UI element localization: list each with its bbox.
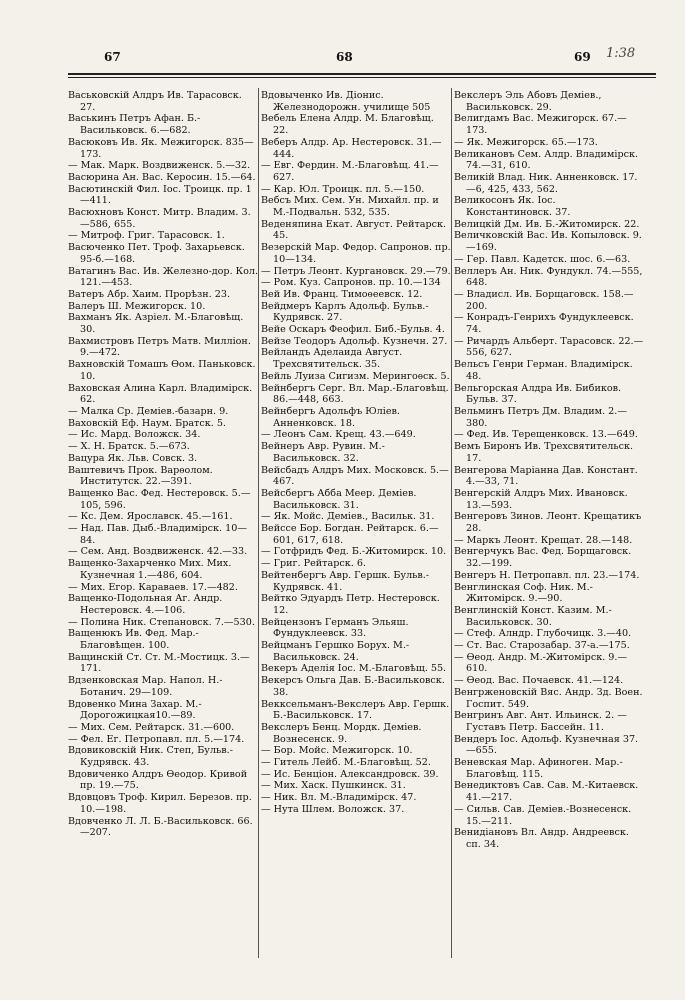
directory-entry: Вдовченко Л. Л. Б.-Васильковск. 66.—207. bbox=[68, 815, 253, 839]
directory-entry: Ваховская Алина Карл. Владимірск. 62. bbox=[68, 382, 253, 406]
directory-entry: Векксельманъ-Векслеръ Авр. Гершк. Б.-Васильковск. 17. bbox=[261, 698, 450, 722]
directory-entry: Венгеръ Н. Петропавл. пл. 23.—174. bbox=[454, 569, 640, 581]
directory-entry: — Бор. Мойс. Межигорск. 10. bbox=[261, 745, 413, 757]
page-number-right: 69 bbox=[574, 50, 591, 64]
directory-entry: — Стеф. Алндр. Глубочицк. 3.—40. bbox=[454, 628, 632, 640]
directory-entry: Венидіановъ Вл. Андр. Андреевск. сп. 34. bbox=[454, 827, 629, 850]
directory-entry: Ващенюкъ Ив. Фед. Мар.-Благовѣщен. 100. bbox=[68, 628, 199, 652]
directory-entry: — Митроф. Григ. Тарасовск. 1. bbox=[68, 230, 225, 242]
directory-entry: Веллеръ Ан. Ник. Фундукл. 74.—555, 648. bbox=[454, 265, 643, 289]
directory-entry: Вендеръ Іос. Адольф. Кузнечная 37.—655. bbox=[454, 733, 639, 757]
directory-entry: Ващенко-Захарченко Мих. Мих. Кузнечная 1.—486, 604. bbox=[68, 558, 232, 581]
directory-column-2 bbox=[261, 90, 451, 816]
directory-entry: — Маркъ Леонт. Крещат. 28.—148. bbox=[454, 534, 633, 546]
directory-entry: — Як. Межигорск. 65.—173. bbox=[454, 136, 598, 148]
directory-entry: — Як. Мойс. Деміев., Васильк. 31. bbox=[261, 511, 435, 523]
directory-entry: — Мих. Сем. Рейтарск. 31.—600. bbox=[68, 721, 235, 733]
directory-entry: Ваховскій Еф. Наум. Братск. 5. bbox=[68, 417, 226, 429]
directory-entry: — Нута Шлем. Воложск. 37. bbox=[261, 803, 405, 815]
directory-entry: Вейландъ Аделаида Август. Трехсвятительск. 35. bbox=[261, 347, 403, 371]
page-number-center: 68 bbox=[336, 50, 353, 64]
directory-entry: Вейнеръ Авр. Рувин. М.-Васильковск. 32. bbox=[261, 441, 385, 464]
directory-entry: — Ис. Мард. Воложск. 34. bbox=[68, 429, 201, 441]
directory-entry: Вдовыченко Ив. Діонис. Железнодорожн. училище 505 bbox=[261, 90, 431, 113]
directory-entry: Вахмистровъ Петръ Матв. Милліон. 9.—472. bbox=[68, 335, 251, 359]
directory-entry: — Мих. Егор. Караваев. 17.—482. bbox=[68, 581, 238, 593]
directory-entry: Велицкій Дм. Ив. Б.-Житомирск. 22. bbox=[454, 218, 640, 230]
directory-entry: Васюченко Пет. Троф. Захарьевск. 95-б.—168. bbox=[68, 242, 245, 265]
header-rule-thin bbox=[68, 77, 656, 78]
directory-entry: Великановъ Сем. Алдр. Владимірск. 74.—31, 610. bbox=[454, 148, 639, 172]
directory-entry: — Сем. Анд. Воздвиженск. 42.—33. bbox=[68, 546, 248, 558]
directory-entry: — Ричардъ Альберт. Тарасовск. 22.—556, 627. bbox=[454, 335, 644, 359]
page-header bbox=[0, 46, 685, 70]
directory-entry: Васюхновъ Конст. Митр. Владим. 3.—586, 655. bbox=[68, 207, 251, 230]
directory-entry: Вейль Луиза Сигизм. Мерингоѳск. 5. bbox=[261, 370, 450, 382]
directory-entry: Вейсбергъ Абба Меер. Деміев. Васильковск. 31. bbox=[261, 487, 417, 511]
directory-entry: — Ѳеод. Андр. М.-Житомірск. 9.—610. bbox=[454, 651, 628, 675]
directory-entry: Ващенко Вас. Фед. Нестеровск. 5.—105, 596. bbox=[68, 487, 251, 511]
directory-entry: — Петръ Леонт. Кургановск. 29.—79. bbox=[261, 265, 451, 277]
directory-entry: Вдовенко Мина Захар. М.-Дорогожицкая10.—89. bbox=[68, 698, 202, 722]
directory-entry: Валеръ Ш. Межигорск. 10. bbox=[68, 300, 206, 312]
directory-entry: — Кар. Юл. Троицк. пл. 5.—150. bbox=[261, 183, 425, 195]
directory-entry: — Сильв. Сав. Деміев.-Вознесенск. 15.—211. bbox=[454, 803, 632, 827]
directory-entry: — Готфридъ Фед. Б.-Житомирск. 10. bbox=[261, 546, 447, 558]
directory-entry: — Мих. Хаск. Пушкинск. 31. bbox=[261, 780, 406, 792]
header-rule bbox=[68, 73, 656, 75]
directory-entry: Вахманъ Як. Азріел. М.-Благовѣщ. 30. bbox=[68, 312, 244, 336]
directory-entry: Венгрженовскій Вяс. Андр. Зд. Воен. Госпит. 549. bbox=[454, 686, 643, 710]
directory-entry: — Григ. Рейтарск. 6. bbox=[261, 558, 366, 570]
directory-entry: Вейе Оскаръ Феофил. Биб.-Бульв. 4. bbox=[261, 324, 445, 336]
directory-entry: Веневская Мар. Афиноген. Мар.-Благовѣщ. 115. bbox=[454, 757, 623, 780]
directory-entry: Вейтко Эдуардъ Петр. Нестеровск. 12. bbox=[261, 593, 440, 616]
directory-entry: Васьковскій Алдръ Ив. Тарасовск. 27. bbox=[68, 90, 242, 113]
directory-entry: Вейцманъ Гершко Борух. М.-Васильковск. 24. bbox=[261, 640, 410, 663]
directory-entry: — Ис. Бенціон. Александровск. 39. bbox=[261, 768, 439, 780]
directory-entry: Ваштевичъ Прок. Варѳолом. Институтск. 22.—391. bbox=[68, 464, 213, 488]
directory-entry: Велико​сонъ Як. Іос. Константиновск. 37. bbox=[454, 195, 571, 219]
directory-entry: — Ст. Вас. Старозабар. 37-а.—175. bbox=[454, 640, 630, 652]
directory-entry: Вейнбергъ Адольфъ Юліев. Анненковск. 18. bbox=[261, 405, 400, 429]
directory-entry: Вдзенковская Мар. Напол. Н.-Ботанич. 29—109. bbox=[68, 675, 223, 698]
directory-entry: — Гер. Павл. Кадетск. шос. 6.—63. bbox=[454, 253, 631, 265]
directory-entry: Вебель Елена Алдр. М. Благовѣщ. 22. bbox=[261, 113, 434, 137]
directory-entry: — Владисл. Ив. Борщаговск. 158.—200. bbox=[454, 288, 634, 312]
directory-entry: Векслеръ Бенц. Мордк. Деміев. Вознесенск. 9. bbox=[261, 721, 422, 745]
directory-entry: Вейтенбергъ Авр. Гершк. Бульв.-Кудрявск. 41. bbox=[261, 569, 430, 593]
directory-entry: — Ѳеод. Вас. Почаевск. 41.—124. bbox=[454, 675, 624, 687]
directory-entry: Венгринъ Авг. Ант. Ильинск. 2. —Густавъ Петр. Бассейн. 11. bbox=[454, 710, 627, 733]
directory-entry: — Х. Н. Братск. 5.—673. bbox=[68, 441, 190, 453]
directory-entry: — Фед. Ив. Терещенковск. 13.—649. bbox=[454, 429, 638, 441]
directory-column-3 bbox=[454, 90, 644, 851]
directory-entry: — Евг. Фердин. М.-Благовѣщ. 41.—627. bbox=[261, 160, 439, 183]
directory-entry: Великій Влад. Ник. Анненковск. 17.—6, 425, 433, 562. bbox=[454, 171, 638, 195]
directory-entry: Веденяпина Екат. Август. Рейтарск. 45. bbox=[261, 218, 447, 242]
directory-column-1 bbox=[68, 90, 258, 839]
directory-entry: Васюрина Ан. Вас. Керосин. 15.—64. bbox=[68, 171, 256, 183]
directory-entry: Вей Ив. Франц. Тимоѳеевск. 12. bbox=[261, 288, 423, 300]
directory-entry: Васькинъ Петръ Афан. Б.-Васильковск. 6.—682. bbox=[68, 113, 201, 137]
directory-entry: Векерсъ Ольга Дав. Б.-Васильковск. 38. bbox=[261, 675, 445, 698]
directory-entry: Вейссе Бор. Богдан. Рейтарск. 6.—601, 617, 618. bbox=[261, 523, 439, 546]
directory-entry: — Мак. Марк. Воздвиженск. 5.—32. bbox=[68, 160, 251, 172]
directory-entry: Вельсъ Генри Герман. Владимірск. 48. bbox=[454, 359, 633, 382]
directory-entry: — Леонъ Сам. Крещ. 43.—649. bbox=[261, 429, 416, 441]
directory-entry: Вацура Як. Льв. Совск. 3. bbox=[68, 452, 198, 464]
directory-entry: Венглинскій Конст. Казим. М.-Васильковск. 30. bbox=[454, 604, 612, 628]
directory-entry: Вейцензонъ Германъ Эльяш. Фундуклеевск. 33. bbox=[261, 616, 409, 640]
directory-entry: Вельминъ Петръ Дм. Владим. 2.—380. bbox=[454, 405, 627, 429]
directory-entry: — Фел. Ег. Петропавл. пл. 5.—174. bbox=[68, 733, 245, 745]
directory-entry: — Конрадъ-Генрихъ Фундуклеевск. 74. bbox=[454, 312, 634, 336]
directory-entry: Венгерскій Алдръ Мих. Ивановск. 13.—593. bbox=[454, 487, 628, 511]
directory-entry: — Ник. Вл. М.-Владимірск. 47. bbox=[261, 792, 417, 804]
directory-entry: Вебсъ Мих. Сем. Ун. Михайл. пр. и М.-Подвальн. 532, 535. bbox=[261, 195, 439, 219]
directory-entry: Везерскій Мар. Федор. Сапронов. пр. 10—134. bbox=[261, 242, 451, 265]
directory-entry: — Кс. Дем. Ярославск. 45.—161. bbox=[68, 511, 233, 523]
directory-entry: Вельгорская Алдра Ив. Бибиков. Бульв. 37. bbox=[454, 382, 622, 406]
handwritten-note: 1:38 bbox=[606, 46, 636, 61]
directory-entry: — Малка Ср. Деміев.-базарн. 9. bbox=[68, 405, 229, 417]
directory-entry: Васютинскій Фил. Іос. Троицк. пр. 1—411. bbox=[68, 183, 252, 207]
directory-entry: — Гитель Лейб. М.-Благовѣщ. 52. bbox=[261, 757, 431, 769]
directory-entry: Вейнбергъ Серг. Вл. Мар.-Благовѣщ. 86.—448, 663. bbox=[261, 382, 449, 406]
column-divider-2 bbox=[451, 88, 452, 958]
directory-entry: Венедиктовъ Сав. Сав. М.-Китаевск. 41.—217. bbox=[454, 780, 639, 804]
directory-entry: Ващинскій Ст. Ст. М.-Мостицк. 3.—171. bbox=[68, 651, 250, 675]
directory-entry: — Над. Пав. Дыб.-Владимірск. 10—84. bbox=[68, 523, 247, 546]
directory-entry: Вдовиченко Алдръ Ѳеодор. Кривой пр. 19.—75. bbox=[68, 768, 248, 792]
directory-entry: Вейзе Теодоръ Адольф. Кузнечн. 27. bbox=[261, 335, 448, 347]
directory-entry: Векеръ Аделія Іос. М.-Благовѣщ. 55. bbox=[261, 663, 447, 675]
directory-entry: Венгерчукъ Вас. Фед. Борщаговск. 32.—199. bbox=[454, 546, 632, 570]
directory-entry: Ватагинъ Вас. Ив. Железно-дор. Кол. 121.—453. bbox=[68, 265, 259, 289]
directory-entry: Векслеръ Эль Абовъ Деміев., Васильковск. 29. bbox=[454, 90, 602, 113]
directory-entry: Веберъ Алдр. Ар. Нестеровск. 31.—444. bbox=[261, 136, 442, 160]
directory-entry: Вемъ Биронъ Ив. Трехсвятительск. 17. bbox=[454, 441, 633, 464]
directory-entry: Ватеръ Абр. Хаим. Прорѣзн. 23. bbox=[68, 288, 231, 300]
directory-entry: Вдовиковскій Ник. Степ, Бульв.-Кудрявск. 43. bbox=[68, 745, 233, 769]
directory-entry: Вейсбадъ Алдръ Мих. Московск. 5.—467. bbox=[261, 464, 449, 488]
directory-entry: Вдовцовъ Троф. Кирил. Березов. пр. 10.—198. bbox=[68, 792, 252, 815]
directory-entry: — Полина Ник. Степановск. 7.—530. bbox=[68, 616, 255, 628]
directory-entry: Велигдамъ Вас. Межигорск. 67.—173. bbox=[454, 113, 627, 137]
column-divider-1 bbox=[258, 88, 259, 958]
directory-entry: Вейдмеръ Карлъ Адольф. Бульв.-Кудрявск. 27. bbox=[261, 300, 429, 324]
directory-entry: Васюковъ Ив. Як. Межигорск. 835—173. bbox=[68, 136, 254, 160]
directory-entry: Венгеровъ Зинов. Леонт. Крещатикъ 28. bbox=[454, 511, 642, 535]
directory-entry: Венглинская Соф. Ник. М.-Житомірск. 9.—90. bbox=[454, 581, 593, 605]
page-number-left: 67 bbox=[104, 50, 121, 64]
directory-entry: Ващенко-Подольная Аг. Андр. Нестеровск. 4.—106. bbox=[68, 593, 223, 616]
directory-entry: Венгерова Маріанна Дав. Констант. 4.—33, 71. bbox=[454, 464, 638, 488]
directory-entry: — Ром. Куз. Сапронов. пр. 10.—134 bbox=[261, 277, 441, 289]
directory-entry: Величковскій Вас. Ив. Копыловск. 9.—169. bbox=[454, 230, 642, 254]
directory-entry: Вахновскій Томашъ Ѳом. Паньковск. 10. bbox=[68, 359, 256, 382]
